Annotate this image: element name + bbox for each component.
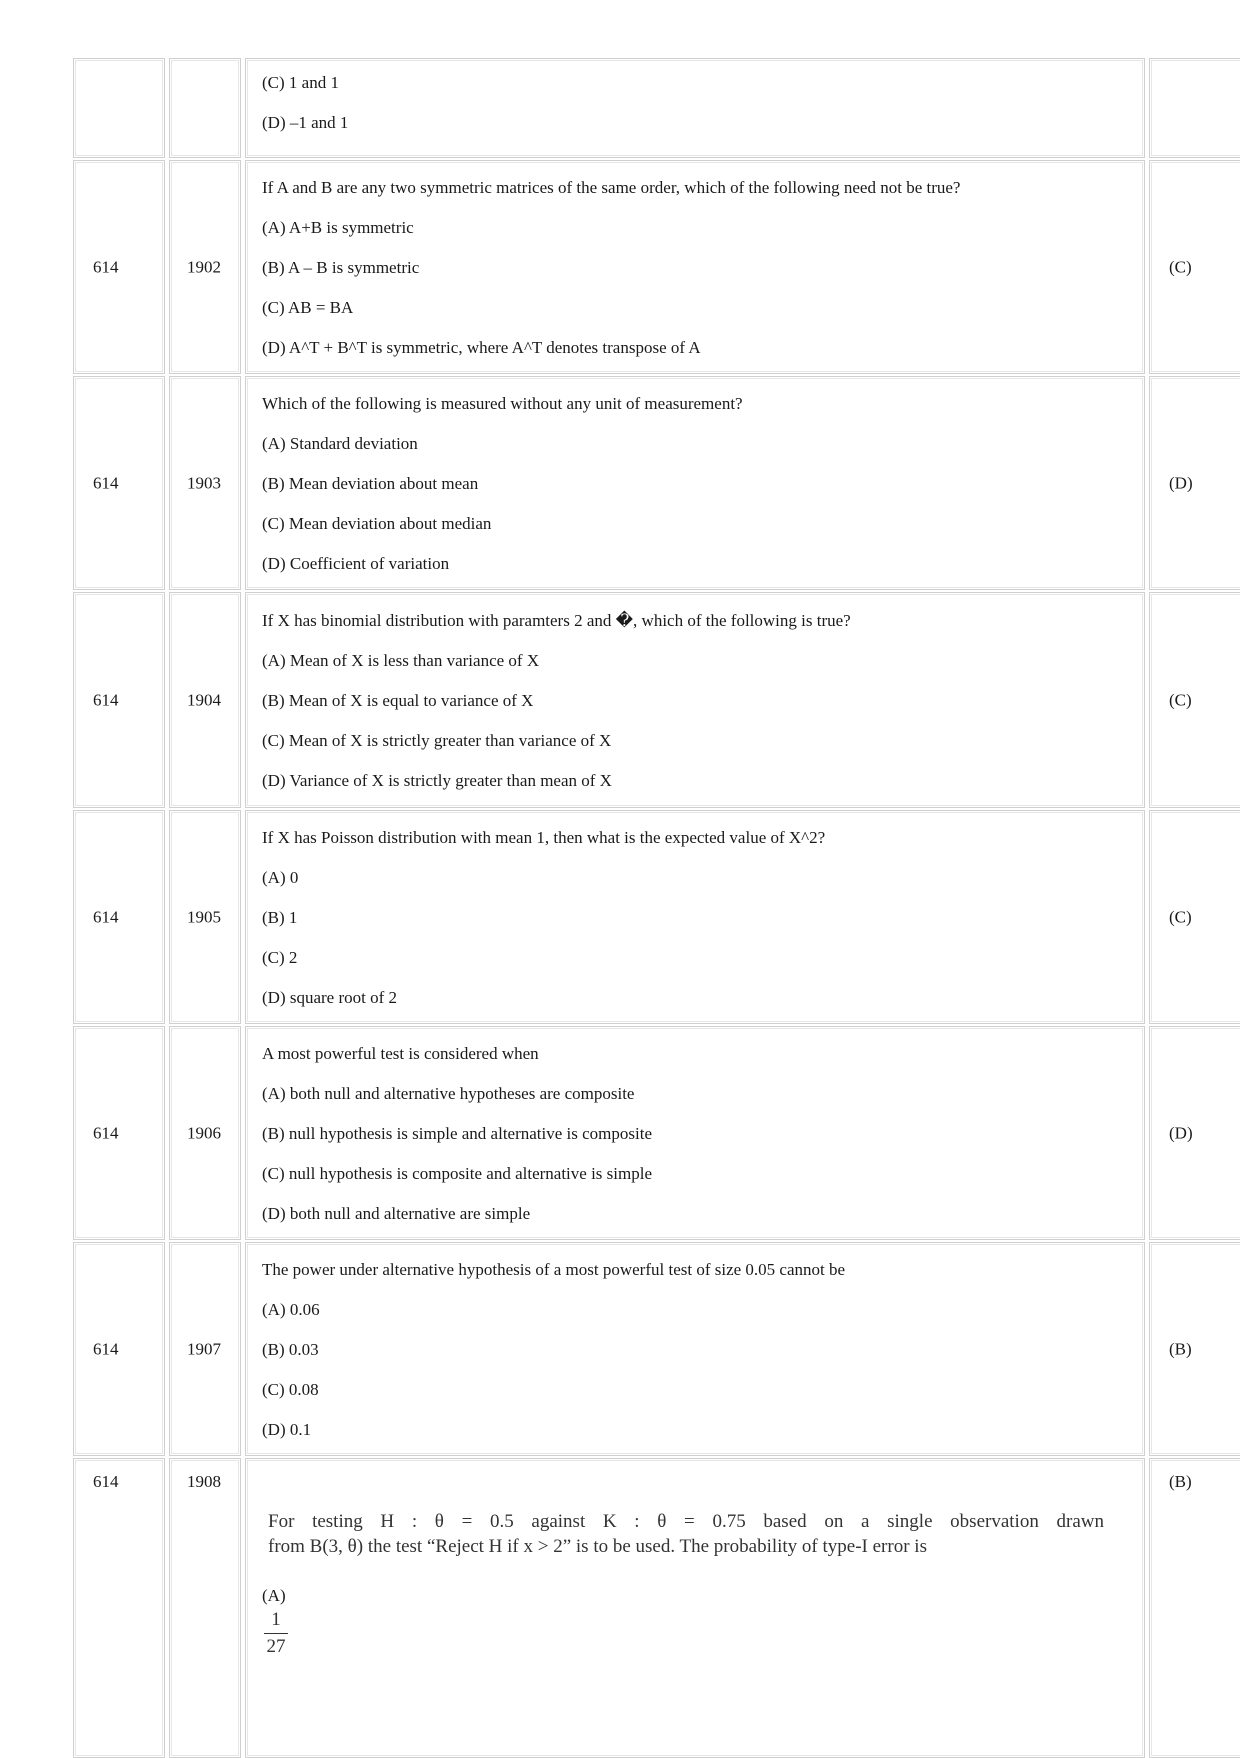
subject-code-cell: [73, 376, 165, 590]
answer-key: (B): [1169, 1472, 1192, 1491]
answer-key: (C): [1169, 690, 1192, 710]
question-text: If X has binomial distribution with paramters 2 and �, which of the following is true?: [262, 611, 851, 630]
question-id-cell: [169, 376, 241, 590]
subject-code: 614: [93, 257, 119, 277]
question-cell: [245, 160, 1145, 374]
subject-code: 614: [93, 473, 119, 493]
option-a: (A) 0: [262, 868, 299, 887]
table-row: [73, 810, 1240, 1024]
question-image-text: [268, 1509, 1104, 1559]
question-id-cell: [169, 810, 241, 1024]
fraction-numerator: 1: [271, 1609, 281, 1630]
option-c: (C) Mean of X is strictly greater than variance of X: [262, 731, 612, 750]
question-text-line-2: from B(3, θ) the test “Reject H if x > 2” is to be used. The probability of type-I error is: [268, 1536, 927, 1557]
option-d: (D) Coefficient of variation: [262, 554, 450, 573]
question-text: Which of the following is measured without any unit of measurement?: [262, 394, 743, 413]
answer-cell: [1149, 1242, 1240, 1456]
answer-key: (C): [1169, 257, 1192, 277]
subject-code: 614: [93, 1472, 119, 1491]
option-b: (B) A – B is symmetric: [262, 258, 420, 277]
question-id-cell: [169, 58, 241, 158]
answer-cell: [1149, 58, 1240, 158]
subject-code-cell: [73, 592, 165, 808]
answer-cell: [1149, 1458, 1240, 1758]
question-id-cell: [169, 1458, 241, 1758]
option-a-fraction: [264, 1609, 288, 1658]
question-id-cell: [169, 592, 241, 808]
table-row: [73, 592, 1240, 808]
subject-code-cell: [73, 1026, 165, 1240]
option-a: (A) Mean of X is less than variance of X: [262, 651, 540, 670]
question-cell: [245, 1242, 1145, 1456]
question-cell: [245, 58, 1145, 158]
option-c: (C) 0.08: [262, 1380, 319, 1399]
table-row: [73, 1458, 1240, 1758]
option-c: (C) null hypothesis is composite and alternative is simple: [262, 1164, 652, 1183]
table-row: [73, 376, 1240, 590]
fraction-denominator: 27: [266, 1636, 286, 1657]
subject-code: 614: [93, 690, 119, 710]
option-a: (A) 0.06: [262, 1300, 320, 1319]
subject-code: 614: [93, 1123, 119, 1143]
table-row: [73, 1242, 1240, 1456]
question-cell: [245, 1458, 1145, 1758]
option-b: (B) Mean of X is equal to variance of X: [262, 691, 534, 710]
answer-cell: [1149, 810, 1240, 1024]
table-row: [73, 58, 1240, 158]
question-id: 1907: [187, 1339, 221, 1359]
option-c: (C) Mean deviation about median: [262, 514, 492, 533]
question-cell: [245, 1026, 1145, 1240]
option-a: (A) Standard deviation: [262, 434, 418, 453]
option-c: (C) AB = BA: [262, 298, 354, 317]
question-id-cell: [169, 160, 241, 374]
option-c: (C) 2: [262, 948, 298, 967]
option-a: (A) A+B is symmetric: [262, 218, 414, 237]
option-c: (C) 1 and 1: [262, 73, 339, 92]
subject-code-cell: [73, 1242, 165, 1456]
question-id: 1903: [187, 473, 221, 493]
answer-key: (B): [1169, 1339, 1192, 1359]
question-cell: [245, 376, 1145, 590]
question-id-cell: [169, 1242, 241, 1456]
answer-key: (D): [1169, 473, 1193, 493]
option-b: (B) 0.03: [262, 1340, 319, 1359]
answer-cell: [1149, 592, 1240, 808]
answer-cell: [1149, 376, 1240, 590]
question-id-cell: [169, 1026, 241, 1240]
option-b: (B) Mean deviation about mean: [262, 474, 479, 493]
fraction-bar: [264, 1633, 288, 1634]
subject-code-cell: [73, 1458, 165, 1758]
option-d: (D) A^T + B^T is symmetric, where A^T denotes transpose of A: [262, 338, 701, 357]
subject-code: 614: [93, 907, 119, 927]
subject-code-cell: [73, 810, 165, 1024]
question-cell: [245, 592, 1145, 808]
option-d: (D) square root of 2: [262, 988, 398, 1007]
answer-key: (D): [1169, 1123, 1193, 1143]
table-row: [73, 1026, 1240, 1240]
question-text: The power under alternative hypothesis of a most powerful test of size 0.05 cannot be: [262, 1260, 846, 1279]
question-id: 1904: [187, 690, 221, 710]
subject-code: 614: [93, 1339, 119, 1359]
question-id: 1908: [187, 1472, 221, 1491]
table-row: [73, 160, 1240, 374]
question-id: 1902: [187, 257, 221, 277]
question-text: If A and B are any two symmetric matrices of the same order, which of the following need not be true?: [262, 178, 961, 197]
subject-code-cell: [73, 58, 165, 158]
option-d: (D) Variance of X is strictly greater than mean of X: [262, 771, 612, 790]
option-d: (D) both null and alternative are simple: [262, 1204, 531, 1223]
answer-cell: [1149, 160, 1240, 374]
question-cell: [245, 810, 1145, 1024]
option-d: (D) 0.1: [262, 1420, 312, 1439]
option-a-label: (A): [262, 1586, 286, 1605]
question-text: A most powerful test is considered when: [262, 1044, 539, 1063]
question-text: If X has Poisson distribution with mean 1, then what is the expected value of X^2?: [262, 828, 826, 847]
option-b: (B) 1: [262, 908, 298, 927]
answer-key: (C): [1169, 907, 1192, 927]
option-d: (D) –1 and 1: [262, 113, 349, 132]
option-b: (B) null hypothesis is simple and alternative is composite: [262, 1124, 652, 1143]
subject-code-cell: [73, 160, 165, 374]
question-id: 1905: [187, 907, 221, 927]
question-text-line-1: For testing H : θ = 0.5 against K : θ = 0.75 based on a single observation drawn: [268, 1511, 1104, 1532]
answer-cell: [1149, 1026, 1240, 1240]
question-id: 1906: [187, 1123, 221, 1143]
option-a: (A) both null and alternative hypotheses are composite: [262, 1084, 635, 1103]
